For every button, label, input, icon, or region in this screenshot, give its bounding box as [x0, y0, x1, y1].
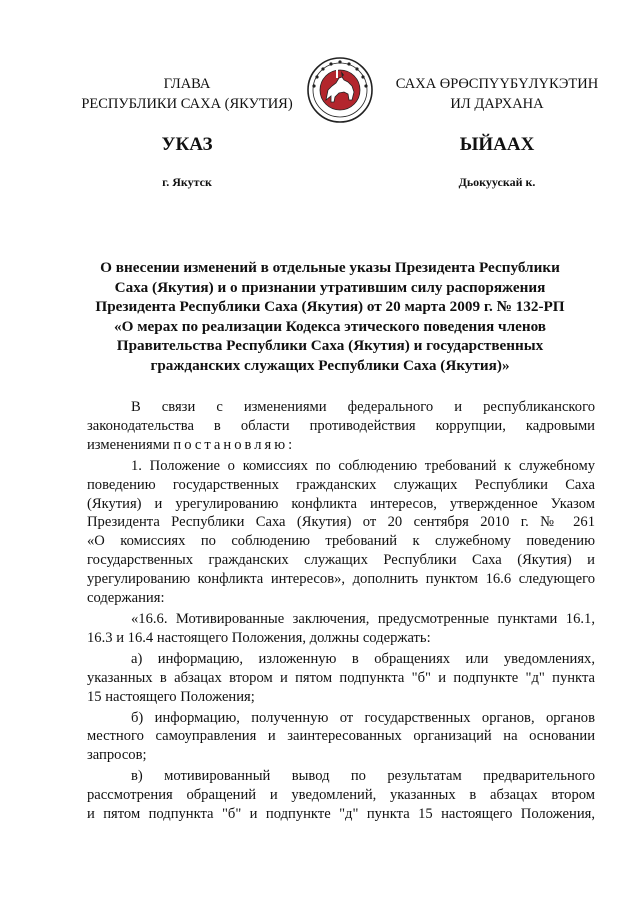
- text-line: а) информацию, изложенную в обращениях или уведомлениях,: [131, 650, 595, 667]
- decree-title-line: Правительства Республики Саха (Якутия) и государственных: [116, 337, 544, 355]
- text-line: Президента Республики Саха (Якутия) от 20 сентября 2010 г. № 261: [87, 514, 595, 531]
- text-line: (Якутия) и урегулированию конфликта интересов, утвержденное Указом: [87, 495, 595, 512]
- resolution-keyword: постановляю:: [173, 436, 296, 453]
- text-line: [87, 436, 595, 455]
- text-line: 15 настоящего Положения;: [87, 688, 255, 705]
- text-line: В связи с изменениями федерального и республиканского: [131, 399, 595, 415]
- subparagraph-c: [87, 767, 595, 824]
- text-line: содержания:: [87, 590, 165, 607]
- decree-title-line: гражданских служащих Республики Саха (Якутия)»: [150, 356, 510, 374]
- text-line: местного самоуправления и заинтересованных организаций на основании: [87, 728, 595, 745]
- header-left-line1: ГЛАВА: [163, 76, 211, 92]
- paragraph-1: [87, 457, 595, 608]
- subparagraph-a: [87, 650, 595, 707]
- text-line: 16.3 и 16.4 настоящего Положения, должны содержать:: [87, 629, 431, 646]
- republic-emblem-icon: [306, 56, 374, 124]
- document-type-ru: УКАЗ: [161, 134, 213, 155]
- text-line: б) информацию, полученную от государственных органов, органов: [131, 709, 595, 726]
- text-line: государственных гражданских служащих Республики Саха (Якутия) и: [87, 552, 595, 569]
- city-sah: Дьокуускай к.: [458, 175, 536, 189]
- document-type-sah: ЫЙААХ: [459, 134, 535, 155]
- header-left: [72, 74, 302, 114]
- text-line: «16.6. Мотивированные заключения, предусмотренные пунктами 16.1,: [131, 610, 595, 627]
- text-line: «О комиссиях по соблюдению требований к служебному поведению: [87, 533, 595, 550]
- text-line: указанных в абзацах втором и пятом подпункта "б" и подпункте "д" пункта: [87, 669, 595, 686]
- decree-title-line: Саха (Якутия) и о признании утратившим силу распоряжения: [114, 278, 546, 296]
- text-line: в) мотивированный вывод по результатам предварительного: [131, 768, 595, 785]
- subparagraph-b: [87, 709, 595, 766]
- header-right-line1: САХА ӨРӨСПҮҮБҮЛҮКЭТИН: [395, 76, 599, 92]
- text-line: урегулированию конфликта интересов», дополнить пунктом 16.6 следующего: [87, 571, 595, 588]
- header-left-line2: РЕСПУБЛИКИ САХА (ЯКУТИЯ): [81, 96, 293, 112]
- text-fragment: изменениями: [87, 436, 170, 453]
- text-line: законодательства в области противодействия коррупции, кадровыми: [87, 417, 595, 434]
- text-line: рассмотрения обращений и уведомлений, указанных в абзацах втором: [87, 787, 595, 804]
- decree-title-line: О внесении изменений в отдельные указы Президента Республики: [100, 259, 560, 276]
- text-line: запросов;: [87, 747, 147, 764]
- decree-title-line: Президента Республики Саха (Якутия) от 20 марта 2009 г. № 132-РП: [95, 298, 565, 316]
- text-line: поведению государственных гражданских служащих Республики Саха: [87, 476, 595, 493]
- decree-body: [87, 398, 595, 824]
- paragraph-16-6: [87, 610, 595, 648]
- header-right-line2: ИЛ ДАРХАНА: [450, 96, 544, 112]
- city-ru: г. Якутск: [162, 175, 212, 189]
- decree-title-line: «О мерах по реализации Кодекса этического поведения членов: [113, 317, 547, 335]
- decree-title: [95, 258, 565, 376]
- text-line: и пятом подпункта "б" и подпункте "д" пункта 15 настоящего Положения,: [87, 806, 595, 823]
- text-line: 1. Положение о комиссиях по соблюдению требований к служебному: [131, 457, 595, 474]
- intro-paragraph: [87, 398, 595, 455]
- header-right: [392, 74, 602, 114]
